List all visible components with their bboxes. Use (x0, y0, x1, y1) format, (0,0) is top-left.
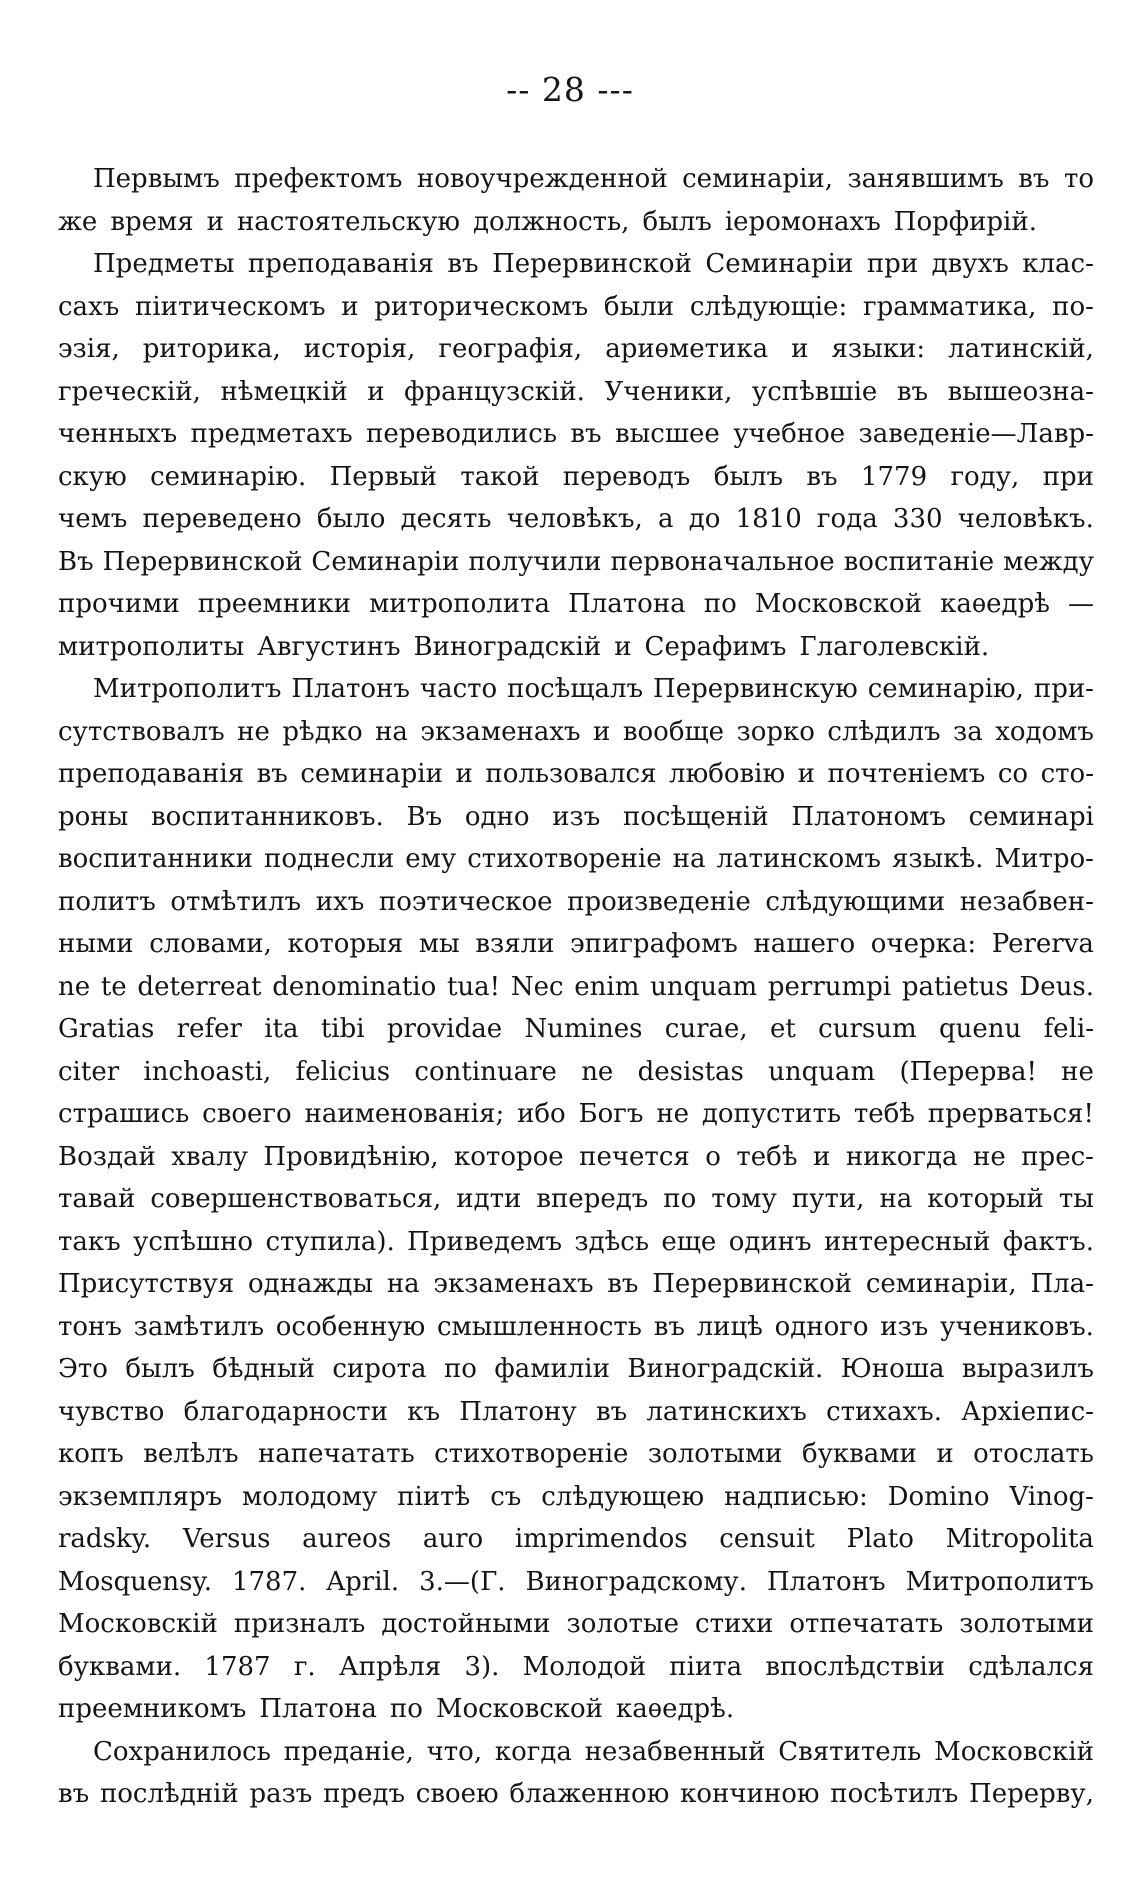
text-line: тавай совершенствоваться, идти впередъ по тому пути, на который ты (58, 1184, 1094, 1214)
text-line: тонъ замѣтилъ особенную смышленность въ лицѣ одного изъ учениковъ. (58, 1311, 1094, 1342)
text-line: Gratias refer ita tibi providae Numines curae, et cursum quenu feli- (58, 1014, 1094, 1044)
text-line: такъ успѣшно ступила). Приведемъ здѣсь еще одинъ интересный фактъ. (58, 1226, 1094, 1257)
text-line: Первымъ префектомъ новоучрежденной семинаріи, занявшимъ въ то (93, 164, 1094, 194)
text-line: Это былъ бѣдный сирота по фамиліи Виноградскій. Юноша выразилъ (58, 1354, 1094, 1384)
text-line: преподаванія въ семинаріи и пользовался любовію и почтеніемъ со сто- (58, 759, 1094, 789)
text-line: экземпляръ молодому піитѣ съ слѣдующею надписью: Domino Vinog- (58, 1481, 1094, 1512)
text-line: radsky. Versus aureos auro imprimendos censuit Plato Mitropolita (58, 1524, 1094, 1554)
text-line: сахъ піитическомъ и риторическомъ были слѣдующіе: грамматика, по- (58, 291, 1094, 322)
text-line: же время и настоятельскую должность, былъ іеромонахъ Порфирій. (58, 206, 1037, 237)
text-line: эзія, риторика, исторія, географія, ариѳметика и языки: латинскій, (58, 334, 1094, 364)
text-line: Московскій призналъ достойными золотые стихи отпечатать золотыми (58, 1609, 1094, 1639)
text-line: греческій, нѣмецкій и французскій. Ученики, успѣвшіе въ вышеозна- (58, 376, 1094, 407)
text-line: политъ отмѣтилъ ихъ поэтическое произведеніе слѣдующими незабвен- (58, 886, 1094, 917)
text-line: Присутствуя однажды на экзаменахъ въ Перервинской семинаріи, Пла- (58, 1269, 1094, 1299)
text-line: скую семинарію. Первый такой переводъ былъ въ 1779 году, при (58, 461, 1094, 492)
text-line: Предметы преподаванія въ Перервинской Семинаріи при двухъ клас- (93, 249, 1094, 279)
text-line: Сохранилось преданіе, что, когда незабвенный Святитель Московскій (93, 1736, 1094, 1767)
text-line: въ послѣдній разъ предъ своею блаженною кончиною посѣтилъ Перерву, (58, 1779, 1094, 1809)
text-line: Воздай хвалу Провидѣнію, которое печется о тебѣ и никогда не прес- (58, 1141, 1094, 1172)
text-line: чувство благодарности къ Платону въ латинскихъ стихахъ. Архіепис- (58, 1396, 1094, 1427)
text-line: митрополиты Августинъ Виноградскій и Серафимъ Глаголевскій. (58, 631, 990, 662)
text-line: Mosquensy. 1787. April. 3.—(Г. Виноградскому. Платонъ Митрополитъ (58, 1566, 1094, 1597)
body-text (58, 158, 1094, 1816)
text-line: citer inchoasti, felicius continuare ne desistas unquam (Перерва! не (58, 1056, 1094, 1087)
text-line: чемъ переведено было десять человѣкъ, а до 1810 года 330 человѣкъ. (58, 504, 1094, 534)
text-line: сутствовалъ не рѣдко на экзаменахъ и вообще зорко слѣдилъ за ходомъ (58, 716, 1094, 747)
text-line: ne te deterreat denominatio tua! Nec enim unquam perrumpi patietus Deus. (58, 971, 1094, 1002)
text-line: копъ велѣлъ напечатать стихотвореніе золотыми буквами и отослать (58, 1439, 1094, 1469)
text-line: прочими преемники митрополита Платона по Московской каѳедрѣ — (58, 589, 1094, 619)
text-line: Въ Перервинской Семинаріи получили первоначальное воспитаніе между (58, 546, 1094, 577)
text-line: страшись своего наименованія; ибо Богъ не допустить тебѣ прерваться! (58, 1099, 1094, 1129)
text-line: буквами. 1787 г. Апрѣля 3). Молодой піита впослѣдствіи сдѣлался (58, 1651, 1094, 1682)
page-number: -- 28 --- (506, 70, 634, 109)
text-line: воспитанники поднесли ему стихотвореніе на латинскомъ языкѣ. Митро- (58, 844, 1094, 874)
text-line: роны воспитанниковъ. Въ одно изъ посѣщеній Платономъ семинарі (58, 801, 1094, 832)
text-line: ными словами, которыя мы взяли эпиграфомъ нашего очерка: Pererva (58, 929, 1094, 959)
text-line: Митрополитъ Платонъ часто посѣщалъ Перервинскую семинарію, при- (93, 674, 1094, 704)
text-line: ченныхъ предметахъ переводились въ высшее учебное заведеніе—Лавр- (58, 419, 1094, 449)
text-line: преемникомъ Платона по Московской каѳедрѣ. (58, 1694, 735, 1724)
